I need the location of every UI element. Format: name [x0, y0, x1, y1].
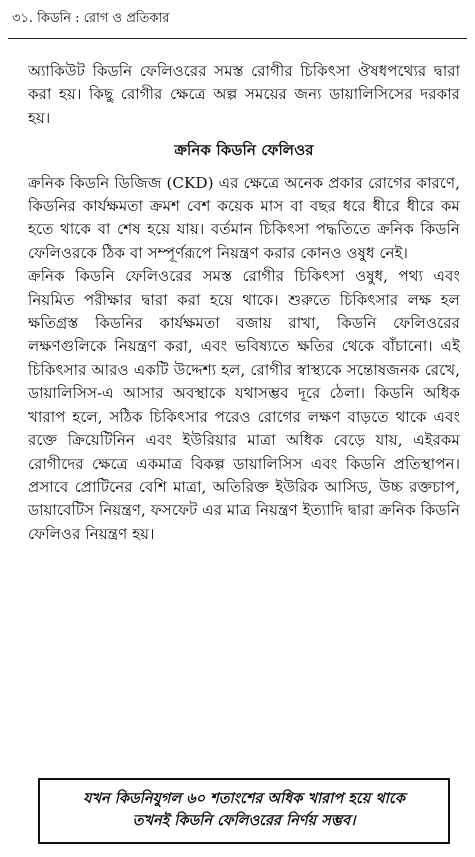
page-header: ৩১. কিডনি : রোগ ও প্রতিকার	[12, 11, 170, 26]
section-title: ক্রনিক কিডনি ফেলিওর	[174, 141, 314, 160]
body-paragraph-2: ক্রনিক কিডনি ফেলিওরের সমস্ত রোগীর চিকিৎসা ওষুধ, পথ্য এবং নিয়মিত পরীক্ষার দ্বারা করা হয়ে থাকে। শুরুতে চিকিৎসার লক্ষ হল ক্ষতিগ্রস্ত কিডনির কার্যক্ষমতা বজায় রাখা, কিডনি ফেলিওরের লক্ষণগুলিকে নিয়ন্ত্রণ করা, এবং ভবিষ্যতে ক্ষতির থেকে বাঁচানো। এই চিকিৎসার আরও একটি উদ্দেশ্য হল, রোগীর স্বাস্থ্যকে সন্তোষজনক রেখে, ডায়ালিসিস-এ আসার অবস্থাকে যথাসম্ভব দূরে ঠেলা। কিডনি অধিক খারাপ হলে, সঠিক চিকিৎসার পরেও রোগের লক্ষণ বাড়তে থাকে এবং রক্তে ক্রিয়েটিনিন এবং ইউরিয়ার মাত্রা অধিক বেড়ে যায়, এইরকম রোগীদের ক্ষেত্রে একমাত্র বিকল্প ডায়ালিসিস এবং কিডনি প্রতিস্থাপন। প্রসাবে প্রোটিনের বেশি মাত্রা, অতিরিক্ত ইউরিক আসিড, উচ্চ রক্তচাপ, ডায়াবেটিস নিয়ন্ত্রণ, ফসফেট এর মাত্র নিয়ন্ত্রণ ইত্যাদি দ্বারা ক্রনিক কিডনি ফেলিওর নিয়ন্ত্রণ হয়।	[28, 267, 461, 543]
body-paragraph-1: ক্রনিক কিডনি ডিজিজ (CKD) এর ক্ষেত্রে অনেক প্রকার রোগের কারণে, কিডনির কার্যক্ষমতা ক্রমশ বেশ কয়েক মাস বা বছর ধরে ধীরে ধীরে কম হতে থাকে বা শেষ হয়ে যায়। বর্তমান চিকিৎসা পদ্ধতিতে ক্রনিক কিডনি ফেলিওরকে ঠিক বা সম্পূর্ণরূপে নিয়ন্ত্রণ করার কোনও ওষুধ নেই।	[28, 173, 460, 262]
note-line-2: তখনই কিডনি ফেলিওরের নির্ণয় সম্ভব।	[132, 812, 356, 829]
note-line-1: যখন কিডনিযুগল ৬০ শতাংশের অধিক খারাপ হয়ে থাকে	[83, 790, 405, 807]
header-divider	[8, 38, 467, 39]
highlight-note-box	[38, 778, 450, 844]
intro-paragraph: অ্যাকিউট কিডনি ফেলিওরের সমস্ত রোগীর চিকিৎসা ঔষধপথ্যের দ্বারা করা হয়। কিছু রোগীর ক্ষেত্রে অল্প সময়ের জন্য ডায়ালিসিসের দরকার হয়।	[28, 62, 460, 127]
page-content	[28, 60, 460, 546]
